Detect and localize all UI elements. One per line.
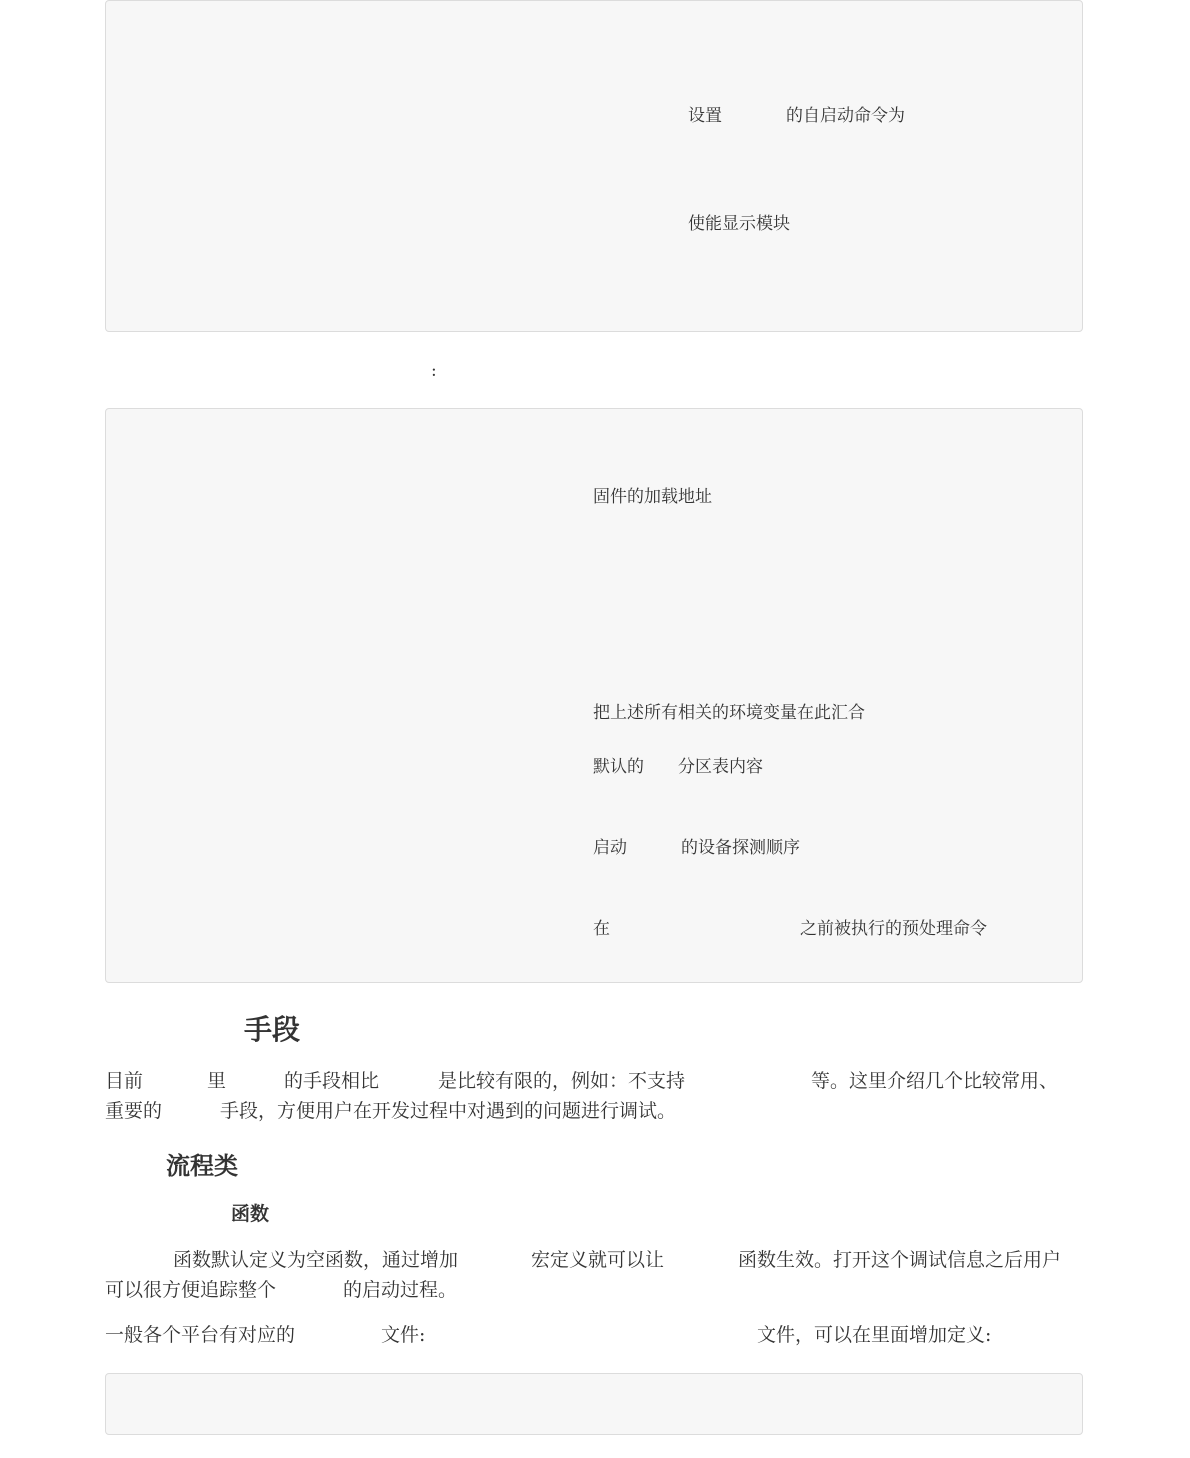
code-comment: 设置 (688, 106, 722, 126)
code-comment: 默认的 (593, 757, 644, 777)
paragraph-text: 函数生效。打开这个调试信息之后用户 (738, 1249, 1062, 1271)
paragraph-text: 宏定义就可以让 (531, 1249, 665, 1271)
colon-text: : (431, 361, 437, 381)
code-comment: 启动 (593, 838, 627, 858)
paragraph-text: 的启动过程。 (343, 1279, 458, 1301)
code-block-1 (105, 0, 1083, 332)
paragraph-text: 函数默认定义为空函数，通过增加 (173, 1249, 459, 1271)
paragraph-text: 重要的 (105, 1100, 163, 1122)
code-block-3 (105, 1373, 1083, 1435)
code-comment: 在 (593, 919, 610, 939)
paragraph-text: 里 (207, 1070, 227, 1092)
code-comment: 分区表内容 (678, 757, 763, 777)
code-comment: 固件的加载地址 (593, 487, 712, 507)
paragraph-text: 的手段相比 (284, 1070, 380, 1092)
subsubheading-function: 函数 (231, 1203, 270, 1225)
paragraph-text: 是比较有限的，例如：不支持 (438, 1070, 686, 1092)
paragraph-text: 可以很方便追踪整个 (105, 1279, 277, 1301)
code-comment: 的设备探测顺序 (681, 838, 800, 858)
paragraph-text: 文件: (381, 1324, 426, 1346)
paragraph-text: 一般各个平台有对应的 (105, 1324, 296, 1346)
code-comment: 把上述所有相关的环境变量在此汇合 (593, 703, 865, 723)
section-heading: 手段 (244, 1013, 301, 1046)
paragraph-text: 手段，方便用户在开发过程中对遇到的问题进行调试。 (220, 1100, 677, 1122)
paragraph-text: 目前 (105, 1070, 144, 1092)
code-comment: 使能显示模块 (688, 214, 790, 234)
code-comment: 的自启动命令为 (786, 106, 905, 126)
code-block-2 (105, 408, 1083, 983)
code-comment: 之前被执行的预处理命令 (800, 919, 987, 939)
paragraph-text: 文件，可以在里面增加定义: (757, 1324, 992, 1346)
paragraph-text: 等。这里介绍几个比较常用、 (811, 1070, 1059, 1092)
subheading-flow: 流程类 (166, 1151, 238, 1180)
